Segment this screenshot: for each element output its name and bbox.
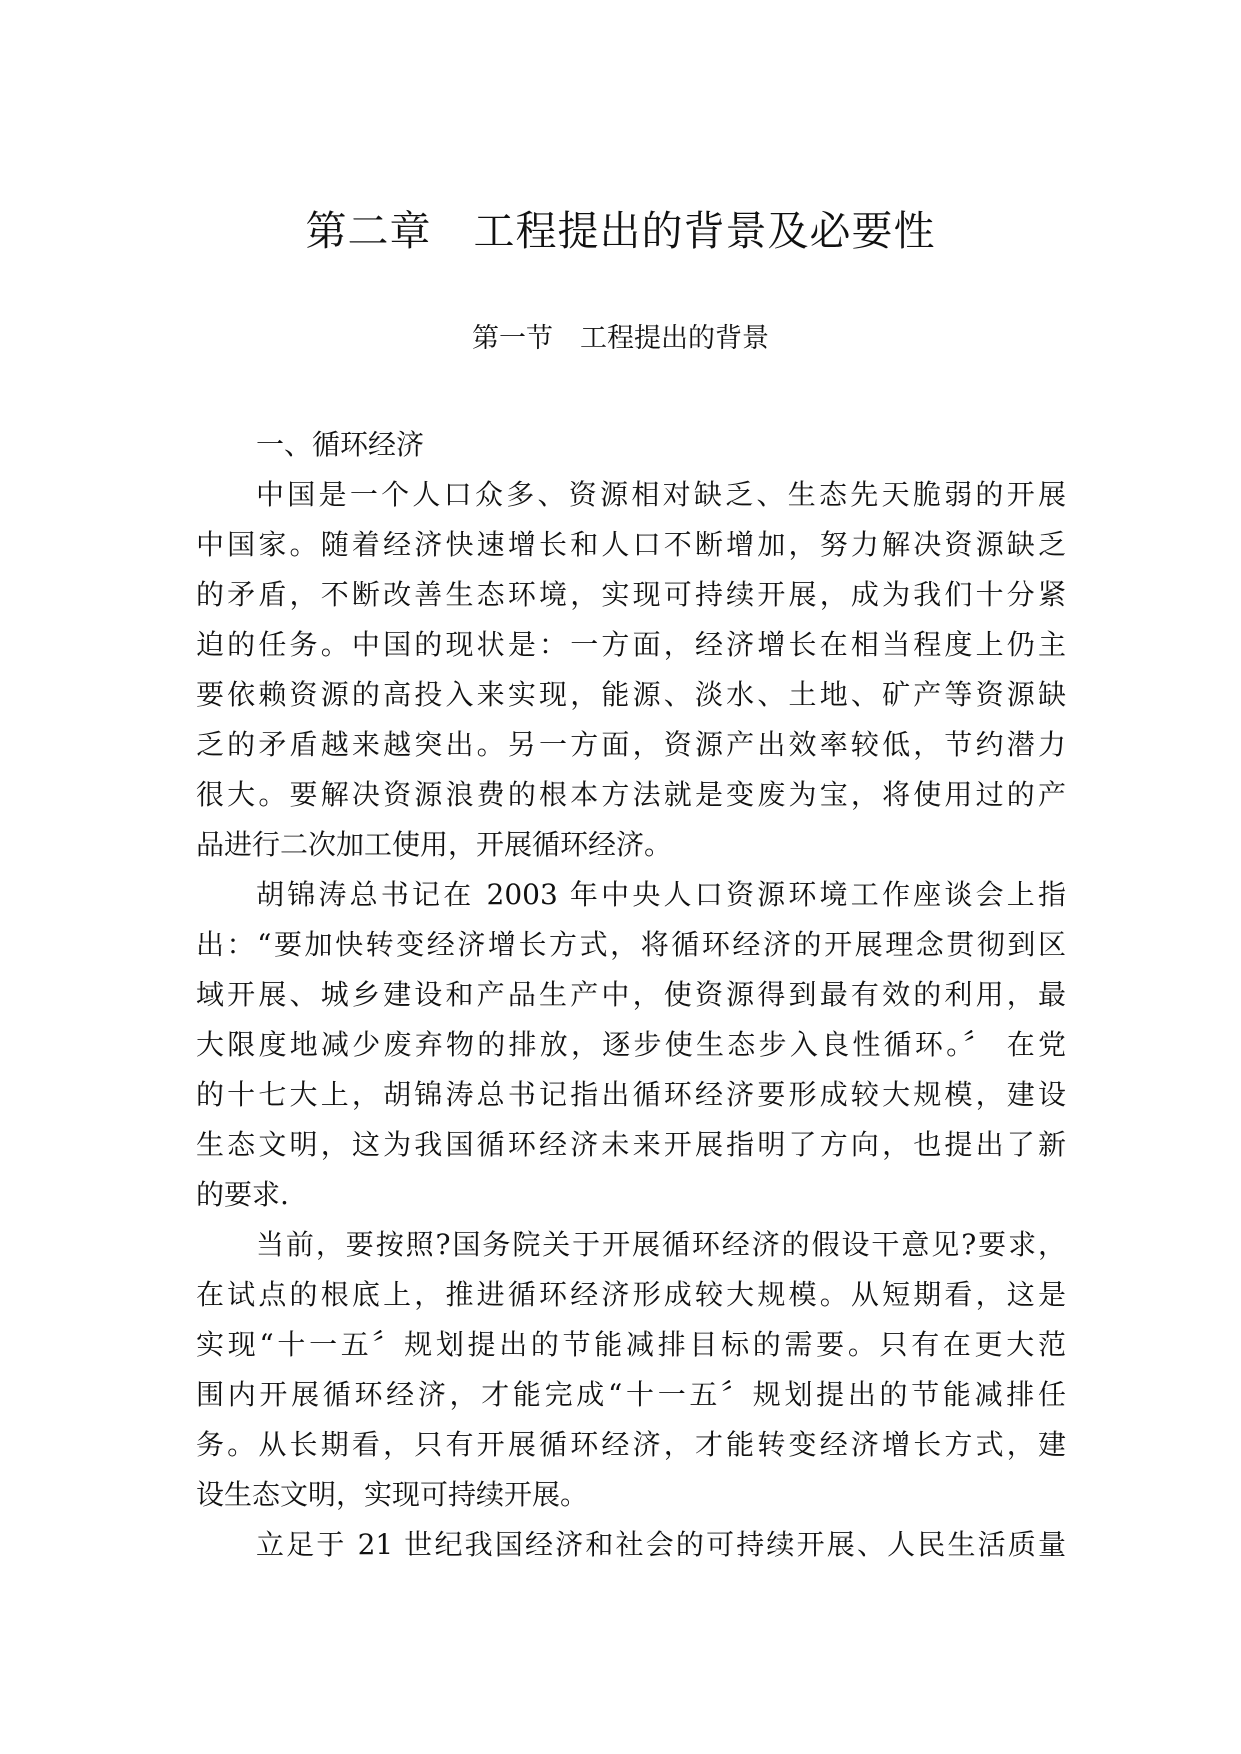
paragraph-line: 在试点的根底上，推进循环经济形成较大规模。从短期看，这是: [196, 1278, 1066, 1311]
paragraph-line: 设生态文明，实现可持续开展。: [196, 1478, 589, 1511]
paragraph-line: 的十七大上，胡锦涛总书记指出循环经济要形成较大规模，建设: [196, 1078, 1066, 1111]
paragraph-line: 的矛盾，不断改善生态环境，实现可持续开展，成为我们十分紧: [196, 578, 1066, 611]
paragraph-line: 围内开展循环经济，才能完成“十一五〞规划提出的节能减排任: [196, 1378, 1066, 1411]
paragraph-line: 生态文明，这为我国循环经济未来开展指明了方向，也提出了新: [196, 1128, 1066, 1161]
paragraph-line: 务。从长期看，只有开展循环经济，才能转变经济增长方式，建: [196, 1428, 1066, 1461]
paragraph-line: 域开展、城乡建设和产品生产中，使资源得到最有效的利用，最: [196, 978, 1066, 1011]
paragraph-line: 出：“要加快转变经济增长方式，将循环经济的开展理念贯彻到区: [196, 928, 1066, 961]
paragraph-line: 要依赖资源的高投入来实现，能源、淡水、土地、矿产等资源缺: [196, 678, 1066, 711]
body-text: [196, 420, 1066, 1570]
subsection-heading: 一、循环经济: [256, 428, 425, 461]
paragraph-line: 中国家。随着经济快速增长和人口不断增加，努力解决资源缺乏: [196, 528, 1066, 561]
chapter-title: 第二章 工程提出的背景及必要性: [305, 207, 936, 255]
paragraph-line: 大限度地减少废弃物的排放，逐步使生态步入良性循环。〞 在党: [196, 1028, 1066, 1061]
paragraph-line: 品进行二次加工使用，开展循环经济。: [196, 828, 673, 861]
paragraph-line: 当前，要按照?国务院关于开展循环经济的假设干意见?要求，: [256, 1228, 1066, 1261]
paragraph-line: 中国是一个人口众多、资源相对缺乏、生态先天脆弱的开展: [256, 478, 1066, 511]
paragraph-line: 实现“十一五〞规划提出的节能减排目标的需要。只有在更大范: [196, 1328, 1066, 1361]
section-title: 第一节 工程提出的背景: [472, 323, 769, 354]
paragraph-line: 很大。要解决资源浪费的根本方法就是变废为宝，将使用过的产: [196, 778, 1066, 811]
paragraph-line: 迫的任务。中国的现状是：一方面，经济增长在相当程度上仍主: [196, 628, 1066, 661]
paragraph-line: 的要求.: [196, 1178, 289, 1211]
paragraph-line: 乏的矛盾越来越突出。另一方面，资源产出效率较低，节约潜力: [196, 728, 1066, 761]
paragraph-line: 立足于 21 世纪我国经济和社会的可持续开展、人民生活质量: [256, 1528, 1066, 1561]
paragraph-line: 胡锦涛总书记在 2003 年中央人口资源环境工作座谈会上指: [256, 878, 1066, 911]
